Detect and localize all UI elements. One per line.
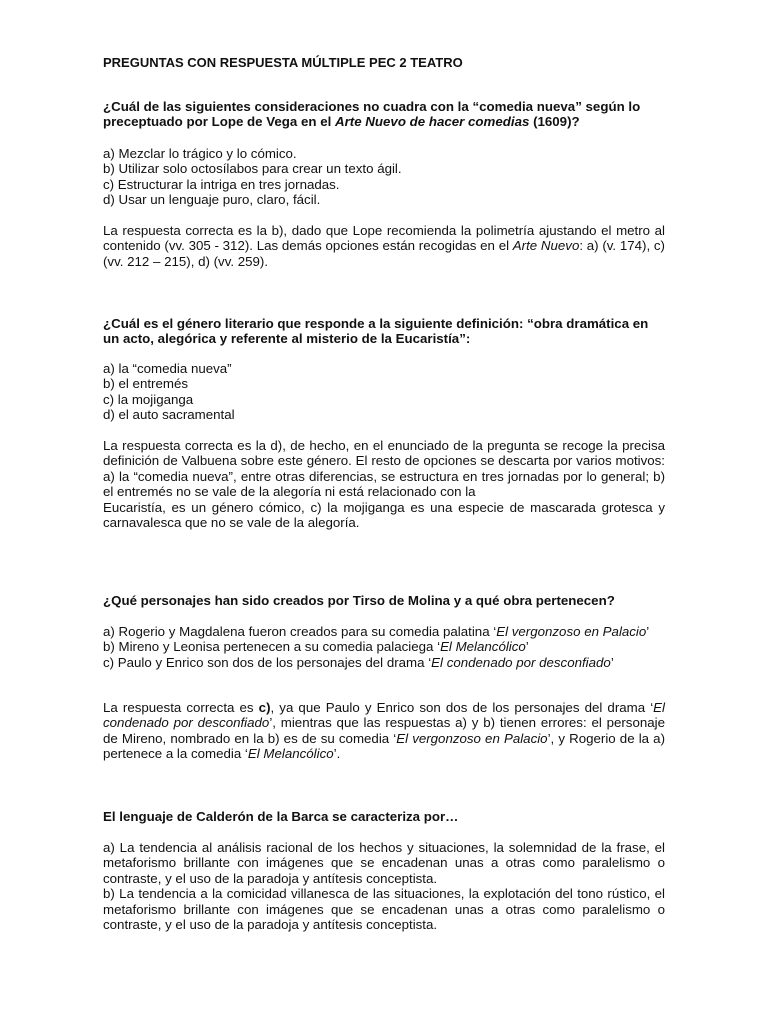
question-1-italic: Arte Nuevo de hacer comedias <box>335 114 530 130</box>
answer-2 <box>103 438 665 530</box>
answer-1-text-end: : a) (v. 174), c) (vv. 212 – 215), d) (vv. 259). <box>103 238 665 269</box>
answer-2-paragraph: La respuesta correcta es la d), de hecho, en el enunciado de la pregunta se recoge la precisa definición de Valbuena sobre este género. El resto de opciones se descarta por varios motivos: a) la “comedia nueva”, entre otras diferencias, se estructura en tres jornadas por lo general; b) el entremés no se vale de la alegoría ni está relacionado con la <box>103 438 665 500</box>
option: b) Mireno y Leonisa pertenecen a su comedia palaciega ‘El Melancólico’ <box>103 639 529 655</box>
option: a) Mezclar lo trágico y lo cómico. <box>103 146 297 161</box>
question-2-options <box>103 361 665 423</box>
question-1-options <box>103 146 665 208</box>
question-4-options <box>103 840 665 932</box>
option: a) Rogerio y Magdalena fueron creados para su comedia palatina ‘El vergonzoso en Palacio’ <box>103 624 650 639</box>
option: c) la mojiganga <box>103 391 194 407</box>
question-1 <box>103 99 665 130</box>
answer-1 <box>103 223 665 269</box>
option: a) La tendencia al análisis racional de los hechos y situaciones, la solemnidad de la frase, el metaforismo brillante con imágenes que se encadenan unas a otras como paralelismo o contraste, y el uso de la paradoja y antítesis conceptista. <box>103 840 665 886</box>
answer-1-italic: Arte Nuevo <box>512 238 580 254</box>
question-2: ¿Cuál es el género literario que responde a la siguiente definición: “obra dramática en un acto, alegórica y referente al misterio de la Eucaristía”: <box>103 316 649 347</box>
question-3: ¿Qué personajes han sido creados por Tirso de Molina y a qué obra pertenecen? <box>103 593 615 608</box>
question-3-options <box>103 624 665 670</box>
document-title: PREGUNTAS CON RESPUESTA MÚLTIPLE PEC 2 TEATRO <box>103 55 463 70</box>
question-1-text-end: (1609)? <box>529 114 580 130</box>
option: d) el auto sacramental <box>103 407 235 423</box>
question-1-text: ¿Cuál de las siguientes consideraciones no cuadra con la “comedia nueva” según lo preceptuado por Lope de Vega en el <box>103 99 641 130</box>
option: c) Estructurar la intriga en tres jornadas. <box>103 176 340 192</box>
option: b) el entremés <box>103 376 188 392</box>
option: b) La tendencia a la comicidad villanesca de las situaciones, la explotación del tono rústico, el metaforismo brillante con imágenes que se encadenan unas a otras como paralelismo o contraste, y el uso de la paradoja y antítesis conceptista. <box>103 886 665 933</box>
question-4: El lenguaje de Calderón de la Barca se caracteriza por… <box>103 809 459 824</box>
option: c) Paulo y Enrico son dos de los personajes del drama ‘El condenado por desconfiado’ <box>103 654 614 670</box>
answer-3: La respuesta correcta es c), ya que Paulo y Enrico son dos de los personajes del drama ‘El condenado por desconfiado’, mientras que las respuestas a) y b) tienen errores: el personaje de Mireno, nombrado en la b) es de su comedia ‘El vergonzoso en Palacio’, y Rogerio de la a) pertenece a la comedia ‘El Melancólico’. <box>103 700 665 762</box>
option: b) Utilizar solo octosílabos para crear un texto ágil. <box>103 161 402 177</box>
option: a) la “comedia nueva” <box>103 361 232 376</box>
answer-1-text: La respuesta correcta es la b), dado que Lope recomienda la polimetría ajustando el metro al contenido (vv. 305 - 312). Las demás opciones están recogidas en el <box>103 223 665 254</box>
option: d) Usar un lenguaje puro, claro, fácil. <box>103 192 321 208</box>
answer-2-paragraph-2: Eucaristía, es un género cómico, c) la mojiganga es una especie de mascarada grotesca y carnavalesca que no se vale de la alegoría. <box>103 499 665 531</box>
